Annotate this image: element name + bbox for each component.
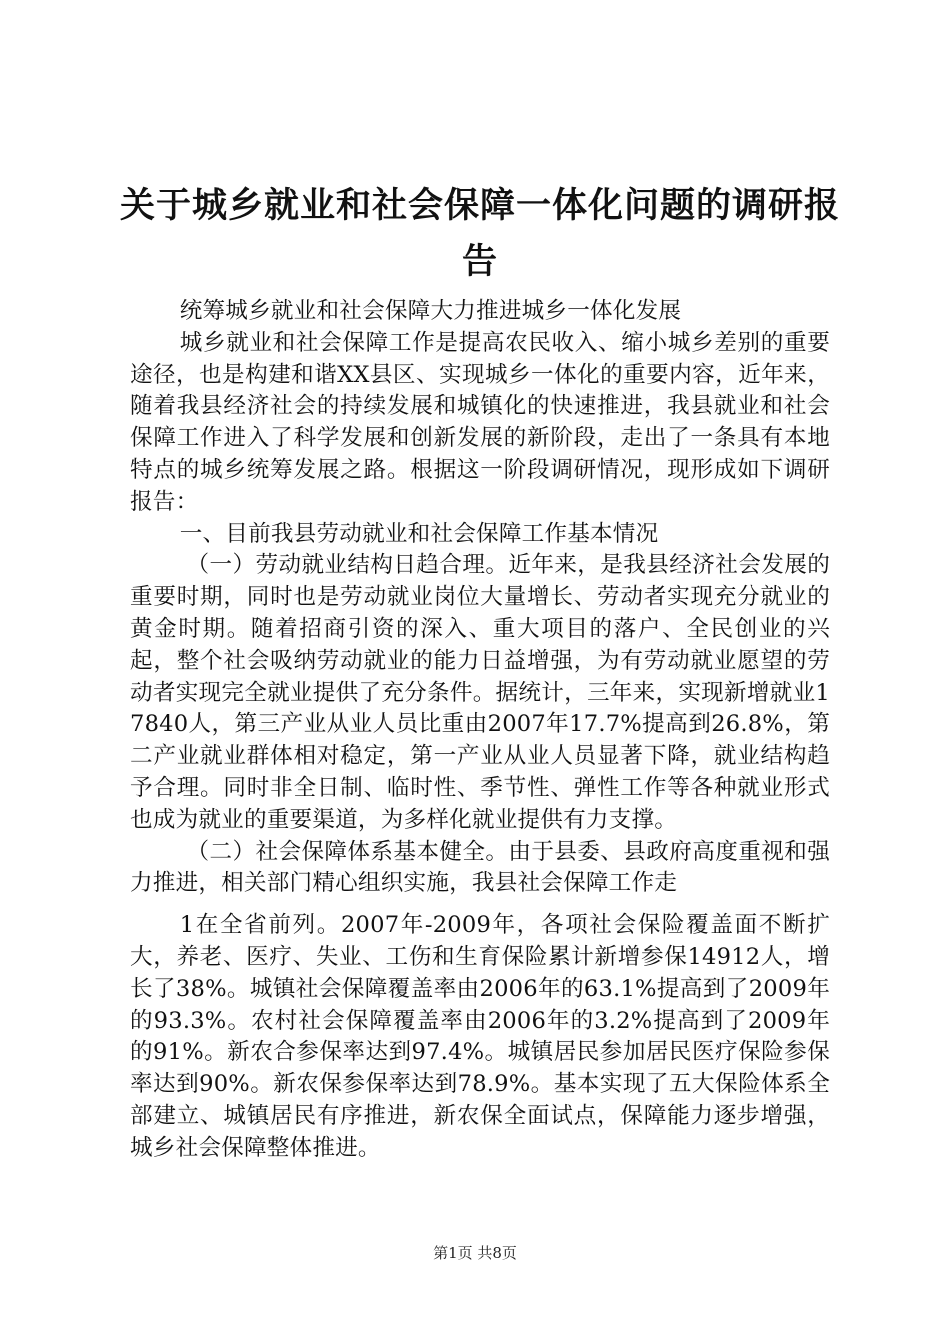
page-footer: 第1页 共8页 bbox=[433, 1244, 517, 1262]
intro-paragraph: 城乡就业和社会保障工作是提高农民收入、缩小城乡差别的重要途径，也是构建和谐XX县区、实现城乡一体化的重要内容，近年来，随着我县经济社会的持续发展和城镇化的快速推进，我县就业和社会保障工作进入了科学发展和创新发展的新阶段，走出了一条具有本地特点的城乡统筹发展之路。根据这一阶段调研情况，现形成如下调研报告： bbox=[130, 329, 830, 515]
social-security-continued-paragraph: 1在全省前列。2007年-2009年，各项社会保险覆盖面不断扩大，养老、医疗、失业、工伤和生育保险累计新增参保14912人，增长了38%。城镇社会保障覆盖率由2006年的63.1%提高到了2009年的93.3%。农村社会保障覆盖率由2006年的3.2%提高到了2009年的91%。新农合参保率达到97.4%。城镇居民参加居民医疗保险参保率达到90%。新农保参保率达到78.9%。基本实现了五大保险体系全部建立、城镇居民有序推进，新农保全面试点，保障能力逐步增强，城乡社会保障整体推进。 bbox=[130, 912, 830, 1161]
document-body bbox=[130, 296, 830, 1165]
subtitle-paragraph: 统筹城乡就业和社会保障大力推进城乡一体化发展 bbox=[179, 298, 682, 324]
social-security-paragraph: （二）社会保障体系基本健全。由于县委、县政府高度重视和强力推进，相关部门精心组织实施，我县社会保障工作走 bbox=[130, 838, 830, 897]
document-title: 关于城乡就业和社会保障一体化问题的调研报告 bbox=[119, 186, 840, 282]
section-heading: 一、目前我县劳动就业和社会保障工作基本情况 bbox=[179, 520, 659, 547]
employment-paragraph: （一）劳动就业结构日趋合理。近年来，是我县经济社会发展的重要时期，同时也是劳动就业岗位大量增长、劳动者实现充分就业的黄金时期。随着招商引资的深入、重大项目的落户、全民创业的兴起，整个社会吸纳劳动就业的能力日益增强，为有劳动就业愿望的劳动者实现完全就业提供了充分条件。据统计，三年来，实现新增就业17840人，第三产业从业人员比重由2007年17.7%提高到26.8%，第二产业就业群体相对稳定，第一产业从业人员显著下降，就业结构趋予合理。同时非全日制、临时性、季节性、弹性工作等各种就业形式也成为就业的重要渠道，为多样化就业提供有力支撑。 bbox=[130, 552, 830, 833]
